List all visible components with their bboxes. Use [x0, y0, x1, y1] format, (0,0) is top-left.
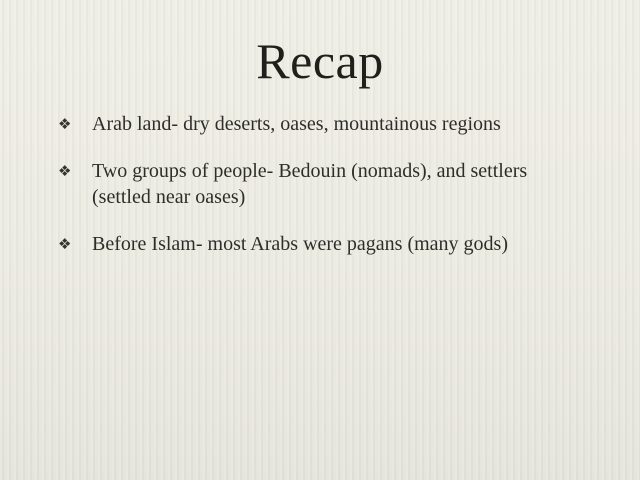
diamond-bullet-icon: ❖	[58, 115, 72, 133]
diamond-bullet-icon: ❖	[58, 235, 72, 253]
diamond-bullet-icon: ❖	[58, 162, 72, 180]
list-item	[58, 158, 640, 210]
bullet-list	[0, 111, 640, 257]
list-item	[58, 111, 640, 137]
bullet-text: Arab land- dry deserts, oases, mountainous regions	[92, 113, 501, 135]
bullet-text: Before Islam- most Arabs were pagans (many gods)	[92, 233, 508, 255]
list-item	[58, 231, 640, 257]
slide-title: Recap	[256, 33, 384, 89]
bullet-text: Two groups of people- Bedouin (nomads), and settlers (settled near oases)	[92, 160, 528, 208]
